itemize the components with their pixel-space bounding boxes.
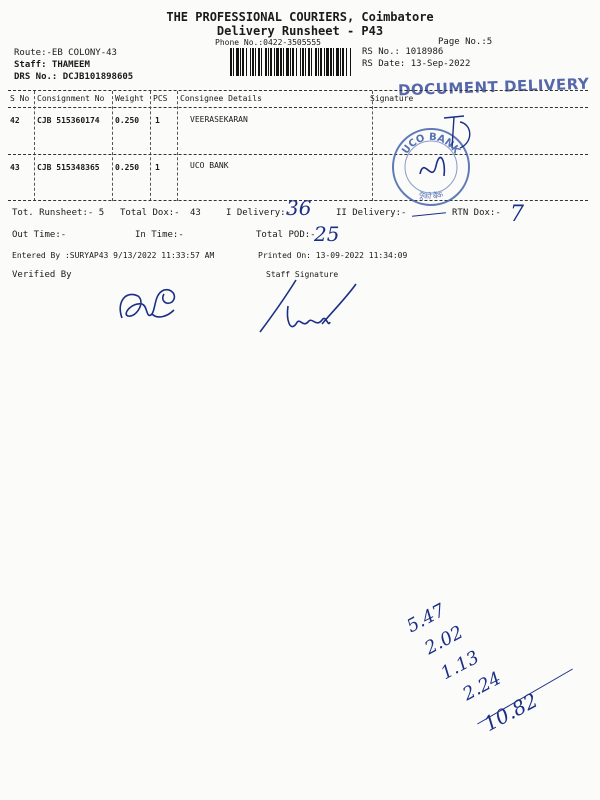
barcode-bar [302, 48, 304, 76]
i-delivery-label: I Delivery:- [226, 208, 292, 218]
staff-label: Staff: THAMEEM [14, 60, 90, 70]
total-dox-value: 43 [190, 208, 201, 218]
entered-by: Entered By :SURYAP43 9/13/2022 11:33:57 AM [12, 251, 215, 260]
ii-delivery-dash-mark [412, 212, 446, 217]
staff-signature-label: Staff Signature [266, 270, 339, 279]
barcode-bar [350, 48, 351, 76]
calc-total: 10.82 [479, 687, 542, 737]
table-row-pcs: 1 [155, 116, 160, 125]
printed-on: Printed On: 13-09-2022 11:34:09 [258, 251, 408, 260]
table-row-consignment: CJB 515348365 [37, 163, 100, 172]
table-row-consignment: CJB 515360174 [37, 116, 100, 125]
barcode-bar [230, 48, 232, 76]
out-time-label: Out Time:- [12, 230, 67, 240]
svg-text:यूको बैंक [417, 189, 445, 201]
barcode-bar [318, 48, 319, 76]
barcode-bar [270, 48, 272, 76]
barcode-bar [242, 48, 244, 76]
barcode-bar [265, 48, 267, 76]
barcode-bar [283, 48, 284, 76]
barcode-bar [268, 48, 269, 76]
bank-stamp-hindi: यूको बैंक [417, 189, 445, 202]
table-header-border [8, 107, 588, 108]
barcode-bar [255, 48, 256, 76]
barcode-bar [296, 48, 297, 76]
table-row-sno: 43 [10, 163, 20, 172]
barcode-bar [340, 48, 341, 76]
col-header-consignee: Consignee Details [180, 94, 262, 103]
barcode-bar [330, 48, 332, 76]
col-header-weight: Weight [115, 94, 144, 103]
route-label: Route:-EB COLONY-43 [14, 48, 117, 58]
barcode-bar [252, 48, 254, 76]
col-header-consignment: Consignment No [37, 94, 105, 103]
barcode-bar [286, 48, 289, 76]
barcode-bar [240, 48, 241, 76]
barcode-bar [311, 48, 312, 76]
i-delivery-handwritten: 36 [286, 196, 312, 220]
row-border [8, 154, 588, 155]
bank-stamp-name: UCO BANK [400, 131, 462, 157]
barcode-bar [258, 48, 260, 76]
verified-by-label: Verified By [12, 270, 72, 280]
barcode-bar [290, 48, 291, 76]
calc-line: 2.02 [421, 621, 467, 660]
table-row-consignee: UCO BANK [190, 161, 229, 170]
document-delivery-stamp: DOCUMENT DELIVERY [397, 74, 590, 100]
total-dox-label: Total Dox:- [120, 208, 180, 218]
barcode-bar [333, 48, 334, 76]
barcode-bar [320, 48, 322, 76]
barcode-bar [236, 48, 239, 76]
barcode-bar [308, 48, 310, 76]
col-header-sno: S No [10, 94, 30, 103]
barcode-bar [300, 48, 301, 76]
page-number: Page No.:5 [438, 37, 493, 47]
company-title: THE PROFESSIONAL COURIERS, Coimbatore [166, 10, 434, 24]
barcode [230, 48, 352, 76]
initials-handwriting [438, 112, 478, 154]
barcode-bar [324, 48, 325, 76]
verified-by-signature [112, 272, 192, 336]
table-row-sno: 42 [10, 116, 20, 125]
phone-number: Phone No.:0422-3505555 [215, 38, 321, 47]
barcode-bar [280, 48, 282, 76]
col-sep [112, 91, 113, 201]
barcode-bar [336, 48, 339, 76]
rs-number: RS No.: 1018986 [362, 47, 444, 57]
total-pod-label: Total POD:- [256, 230, 316, 240]
tot-runsheet: Tot. Runsheet:- 5 [12, 208, 105, 218]
col-header-pcs: PCS [153, 94, 168, 103]
col-header-signature: Signature [370, 94, 414, 103]
drs-number: DRS No.: DCJB101898605 [14, 72, 134, 82]
barcode-bar [292, 48, 294, 76]
in-time-label: In Time:- [135, 230, 184, 240]
barcode-bar [276, 48, 279, 76]
staff-signature [252, 276, 362, 346]
barcode-bar [246, 48, 247, 76]
barcode-bar [326, 48, 329, 76]
rtn-dox-label: RTN Dox:- [452, 208, 501, 218]
barcode-bar [261, 48, 262, 76]
barcode-bar [346, 48, 347, 76]
col-sep [177, 91, 178, 201]
table-row-weight: 0.250 [115, 116, 140, 125]
table-top-border [8, 90, 588, 91]
total-pod-handwritten: 25 [314, 222, 340, 246]
calc-line: 2.24 [459, 667, 505, 706]
col-sep [150, 91, 151, 201]
table-row-consignee: VEERASEKARAN [190, 115, 248, 124]
table-row-weight: 0.250 [115, 163, 140, 172]
runsheet-title: Delivery Runsheet - P43 [216, 24, 384, 38]
barcode-bar [342, 48, 344, 76]
barcode-bar [274, 48, 275, 76]
col-sep [34, 91, 35, 201]
rs-date: RS Date: 13-Sep-2022 [362, 59, 471, 69]
barcode-bar [315, 48, 317, 76]
col-sep [372, 91, 373, 201]
table-row-pcs: 1 [155, 163, 160, 172]
barcode-bar [250, 48, 251, 76]
ii-delivery-label: II Delivery:- [336, 208, 407, 218]
calc-line: 1.13 [437, 646, 483, 685]
calc-line: 5.47 [403, 599, 449, 638]
rtn-dox-handwritten: 7 [510, 202, 524, 227]
barcode-bar [233, 48, 234, 76]
barcode-bar [305, 48, 306, 76]
